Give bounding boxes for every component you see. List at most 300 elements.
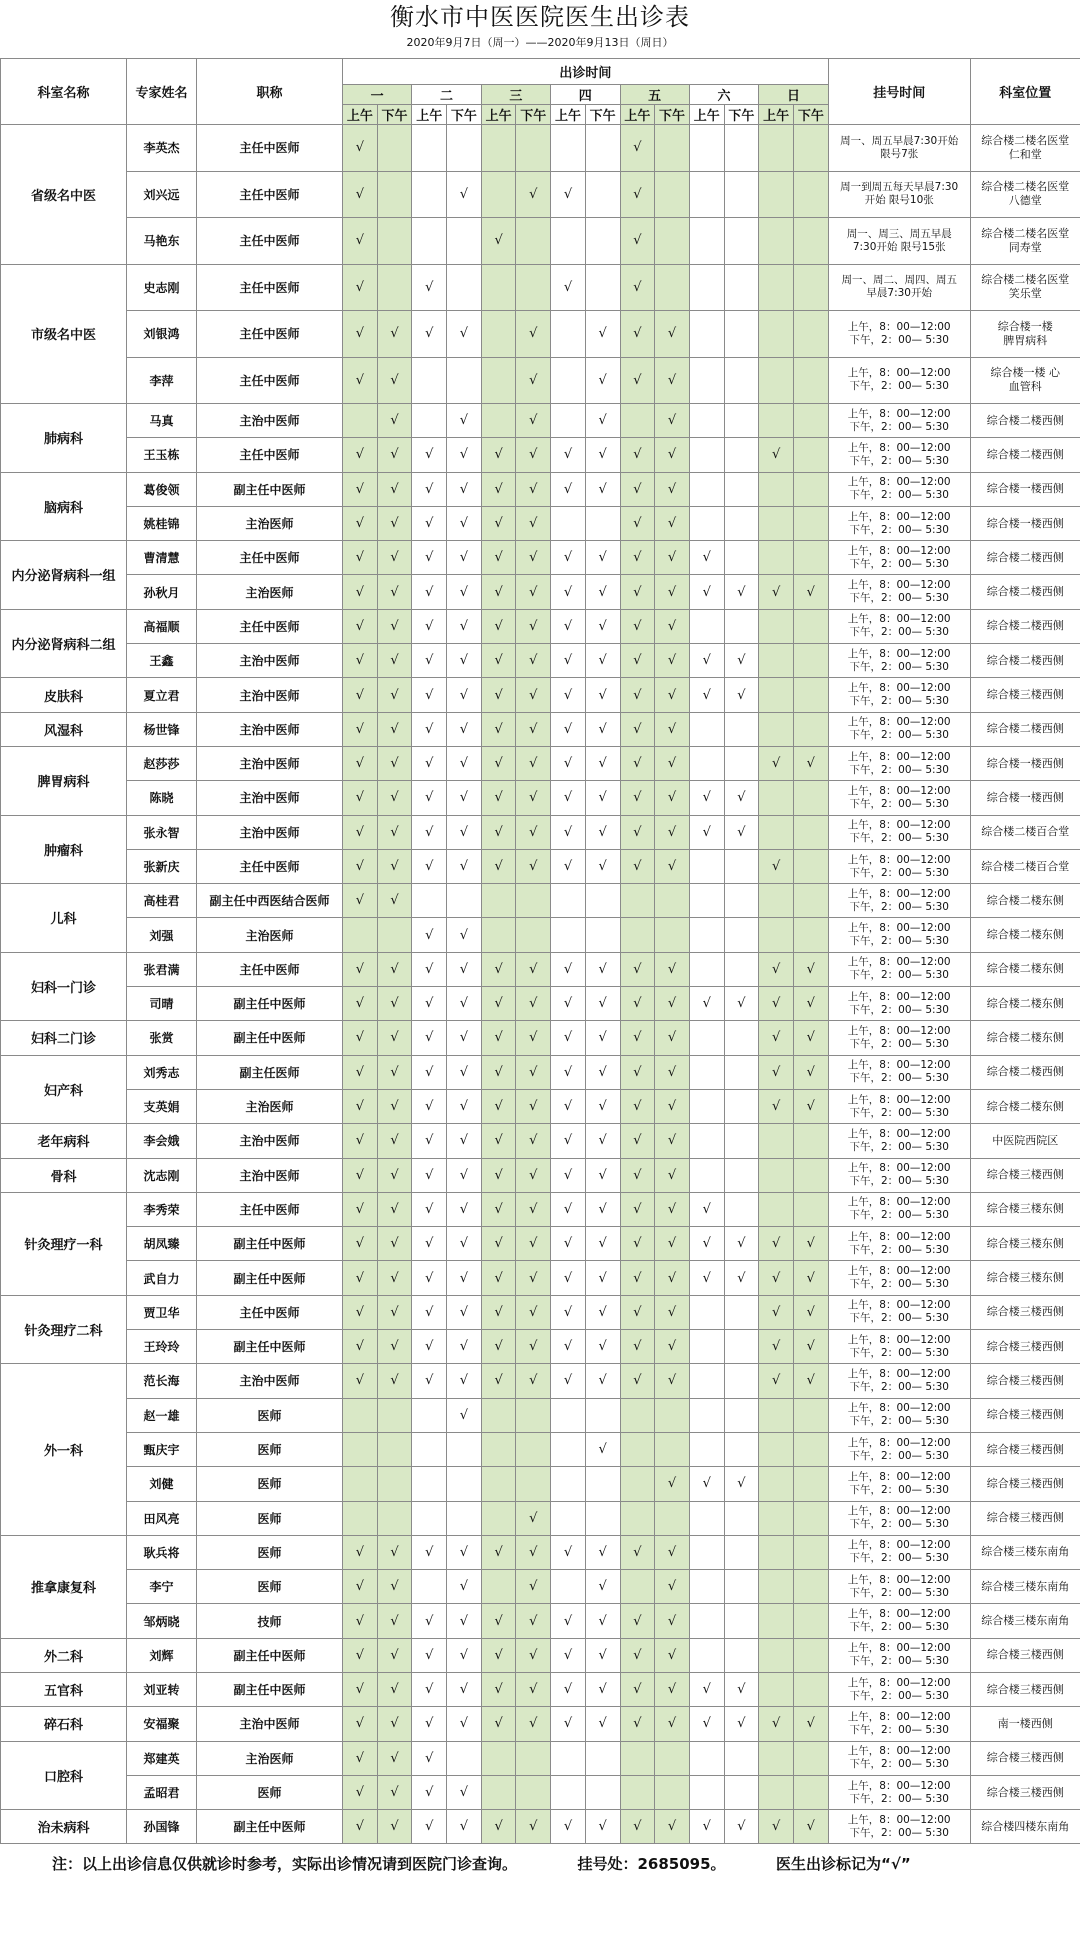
table-row	[1, 1467, 1080, 1501]
schedule-slot: √	[724, 815, 759, 849]
schedule-slot: √	[759, 438, 794, 472]
schedule-slot: √	[481, 1089, 516, 1123]
schedule-slot: √	[620, 218, 655, 265]
footer-note	[0, 1844, 1080, 1884]
dept-name: 骨科	[1, 1158, 127, 1192]
schedule-slot: √	[412, 264, 447, 311]
schedule-slot: √	[655, 1158, 690, 1192]
schedule-slot	[620, 1432, 655, 1466]
schedule-slot: √	[377, 1604, 412, 1638]
schedule-slot: √	[689, 1467, 724, 1501]
schedule-slot: √	[551, 712, 586, 746]
schedule-slot: √	[343, 678, 378, 712]
schedule-slot: √	[447, 1604, 482, 1638]
registration-time: 上午，8：00—12:00 下午，2：00— 5:30	[828, 506, 970, 540]
schedule-slot	[516, 1775, 551, 1809]
schedule-slot: √	[377, 712, 412, 746]
schedule-slot: √	[689, 644, 724, 678]
schedule-slot	[585, 125, 620, 172]
schedule-slot: √	[620, 1707, 655, 1741]
header-day: 三	[481, 85, 550, 105]
table-row	[1, 1810, 1080, 1844]
schedule-slot: √	[551, 952, 586, 986]
table-row	[1, 884, 1080, 918]
registration-time: 上午，8：00—12:00 下午，2：00— 5:30	[828, 472, 970, 506]
dept-location: 南一楼西侧	[970, 1707, 1080, 1741]
doctor-title: 主任中医师	[197, 125, 343, 172]
schedule-slot	[585, 1775, 620, 1809]
doctor-name: 司晴	[127, 987, 197, 1021]
schedule-slot: √	[377, 1330, 412, 1364]
schedule-slot: √	[620, 609, 655, 643]
schedule-slot: √	[412, 712, 447, 746]
schedule-slot	[724, 1364, 759, 1398]
doctor-title: 副主任医师	[197, 1055, 343, 1089]
schedule-slot: √	[447, 1295, 482, 1329]
schedule-slot: √	[412, 781, 447, 815]
schedule-slot: √	[481, 1261, 516, 1295]
schedule-slot: √	[343, 987, 378, 1021]
registration-time: 上午，8：00—12:00 下午，2：00— 5:30	[828, 609, 970, 643]
dept-location: 综合楼二楼西侧	[970, 541, 1080, 575]
doctor-title: 主任中医师	[197, 609, 343, 643]
dept-location: 综合楼二楼名医堂 仁和堂	[970, 125, 1080, 172]
schedule-slot: √	[412, 1295, 447, 1329]
schedule-slot: √	[412, 506, 447, 540]
schedule-slot: √	[724, 1261, 759, 1295]
registration-time: 上午，8：00—12:00 下午，2：00— 5:30	[828, 541, 970, 575]
schedule-slot: √	[551, 815, 586, 849]
schedule-slot: √	[377, 472, 412, 506]
schedule-slot: √	[585, 1227, 620, 1261]
schedule-slot: √	[377, 1638, 412, 1672]
schedule-slot	[377, 1398, 412, 1432]
schedule-slot: √	[516, 678, 551, 712]
schedule-slot: √	[447, 678, 482, 712]
doctor-name: 刘兴远	[127, 171, 197, 218]
schedule-slot: √	[551, 1535, 586, 1569]
header-day: 一	[343, 85, 412, 105]
schedule-slot: √	[481, 1055, 516, 1089]
schedule-slot: √	[689, 1227, 724, 1261]
schedule-slot: √	[655, 1535, 690, 1569]
schedule-slot: √	[343, 218, 378, 265]
schedule-slot: √	[620, 1261, 655, 1295]
table-row	[1, 1124, 1080, 1158]
table-row	[1, 1707, 1080, 1741]
schedule-slot: √	[481, 1295, 516, 1329]
schedule-slot: √	[516, 1535, 551, 1569]
schedule-slot: √	[447, 1192, 482, 1226]
table-row	[1, 311, 1080, 358]
schedule-slot: √	[655, 311, 690, 358]
schedule-slot	[759, 218, 794, 265]
table-row	[1, 438, 1080, 472]
schedule-slot: √	[759, 1810, 794, 1844]
schedule-slot: √	[551, 1089, 586, 1123]
schedule-slot	[793, 678, 828, 712]
registration-time: 上午，8：00—12:00 下午，2：00— 5:30	[828, 1089, 970, 1123]
schedule-slot: √	[655, 952, 690, 986]
schedule-slot: √	[516, 1089, 551, 1123]
schedule-slot	[447, 218, 482, 265]
schedule-slot: √	[412, 918, 447, 952]
schedule-slot: √	[447, 1398, 482, 1432]
schedule-slot	[759, 1467, 794, 1501]
doctor-name: 夏立君	[127, 678, 197, 712]
dept-location: 综合楼一楼西侧	[970, 472, 1080, 506]
doctor-name: 孙秋月	[127, 575, 197, 609]
schedule-slot	[447, 884, 482, 918]
doctor-title: 医师	[197, 1501, 343, 1535]
schedule-slot: √	[724, 987, 759, 1021]
schedule-slot	[516, 1467, 551, 1501]
doctor-name: 沈志刚	[127, 1158, 197, 1192]
doctor-title: 副主任中医师	[197, 1810, 343, 1844]
schedule-slot	[689, 1055, 724, 1089]
schedule-slot: √	[447, 609, 482, 643]
schedule-slot	[412, 1398, 447, 1432]
doctor-title: 主治医师	[197, 1089, 343, 1123]
schedule-slot	[447, 1467, 482, 1501]
table-row	[1, 678, 1080, 712]
schedule-slot	[516, 1398, 551, 1432]
schedule-slot: √	[689, 541, 724, 575]
dept-name: 皮肤科	[1, 678, 127, 712]
schedule-slot	[481, 264, 516, 311]
doctor-title: 主治中医师	[197, 1364, 343, 1398]
schedule-slot: √	[759, 952, 794, 986]
schedule-slot: √	[343, 1570, 378, 1604]
dept-location: 综合楼四楼东南角	[970, 1810, 1080, 1844]
schedule-slot: √	[620, 1227, 655, 1261]
registration-time: 上午，8：00—12:00 下午，2：00— 5:30	[828, 1570, 970, 1604]
doctor-title: 医师	[197, 1775, 343, 1809]
doctor-title: 医师	[197, 1432, 343, 1466]
registration-time: 上午，8：00—12:00 下午，2：00— 5:30	[828, 815, 970, 849]
doctor-name: 孟昭君	[127, 1775, 197, 1809]
schedule-slot: √	[759, 1021, 794, 1055]
dept-location: 综合楼三楼西侧	[970, 1432, 1080, 1466]
schedule-slot	[759, 1741, 794, 1775]
registration-time: 上午，8：00—12:00 下午，2：00— 5:30	[828, 952, 970, 986]
schedule-slot: √	[447, 1158, 482, 1192]
footer-disclaimer: 注：以上出诊信息仅供就诊时参考，实际出诊情况请到医院门诊查询。	[52, 1855, 518, 1874]
schedule-slot: √	[481, 1330, 516, 1364]
schedule-slot: √	[516, 712, 551, 746]
registration-time: 上午，8：00—12:00 下午，2：00— 5:30	[828, 1467, 970, 1501]
doctor-name: 支英娟	[127, 1089, 197, 1123]
schedule-slot: √	[343, 746, 378, 780]
schedule-slot: √	[516, 1192, 551, 1226]
schedule-slot: √	[412, 1021, 447, 1055]
schedule-slot: √	[343, 171, 378, 218]
header-time: 出诊时间	[343, 59, 829, 85]
schedule-slot: √	[655, 1810, 690, 1844]
registration-time: 上午，8：00—12:00 下午，2：00— 5:30	[828, 1672, 970, 1706]
schedule-slot: √	[412, 678, 447, 712]
schedule-slot: √	[516, 815, 551, 849]
schedule-slot: √	[447, 1021, 482, 1055]
schedule-slot: √	[689, 1707, 724, 1741]
doctor-name: 刘秀志	[127, 1055, 197, 1089]
schedule-slot	[551, 506, 586, 540]
page-title: 衡水市中医医院医生出诊表	[390, 3, 690, 31]
doctor-title: 副主任中医师	[197, 987, 343, 1021]
doctor-title: 副主任中医师	[197, 1021, 343, 1055]
schedule-slot: √	[516, 1604, 551, 1638]
schedule-slot	[689, 1330, 724, 1364]
schedule-slot: √	[447, 918, 482, 952]
schedule-slot	[620, 918, 655, 952]
doctor-name: 高桂君	[127, 884, 197, 918]
schedule-slot: √	[377, 311, 412, 358]
schedule-slot: √	[412, 609, 447, 643]
schedule-slot	[620, 1467, 655, 1501]
schedule-slot	[793, 1467, 828, 1501]
schedule-slot	[759, 1672, 794, 1706]
schedule-slot: √	[585, 1604, 620, 1638]
schedule-slot: √	[620, 541, 655, 575]
schedule-slot	[551, 1501, 586, 1535]
doctor-name: 李秀荣	[127, 1192, 197, 1226]
schedule-slot: √	[516, 1261, 551, 1295]
schedule-slot: √	[655, 1638, 690, 1672]
schedule-slot: √	[377, 781, 412, 815]
schedule-slot	[793, 1604, 828, 1638]
table-row	[1, 1501, 1080, 1535]
registration-time: 上午，8：00—12:00 下午，2：00— 5:30	[828, 357, 970, 404]
registration-time: 上午，8：00—12:00 下午，2：00— 5:30	[828, 1432, 970, 1466]
schedule-slot	[724, 1741, 759, 1775]
schedule-slot	[412, 171, 447, 218]
schedule-slot: √	[516, 506, 551, 540]
schedule-slot	[759, 472, 794, 506]
schedule-slot: √	[759, 1707, 794, 1741]
dept-location: 综合楼三楼西侧	[970, 1741, 1080, 1775]
schedule-slot: √	[689, 987, 724, 1021]
schedule-slot	[377, 1432, 412, 1466]
doctor-name: 李萍	[127, 357, 197, 404]
registration-time: 上午，8：00—12:00 下午，2：00— 5:30	[828, 1295, 970, 1329]
dept-location: 综合楼三楼西侧	[970, 1501, 1080, 1535]
schedule-slot: √	[481, 1021, 516, 1055]
schedule-slot	[481, 1741, 516, 1775]
registration-time: 上午，8：00—12:00 下午，2：00— 5:30	[828, 1261, 970, 1295]
schedule-slot: √	[655, 1604, 690, 1638]
schedule-slot: √	[377, 1741, 412, 1775]
schedule-slot	[759, 1192, 794, 1226]
schedule-slot	[689, 404, 724, 438]
schedule-slot: √	[447, 506, 482, 540]
schedule-slot: √	[655, 1021, 690, 1055]
schedule-slot	[655, 1775, 690, 1809]
header-am: 上午	[343, 105, 378, 125]
doctor-title: 主任中医师	[197, 1295, 343, 1329]
schedule-slot: √	[412, 438, 447, 472]
dept-name: 风湿科	[1, 712, 127, 746]
schedule-slot: √	[412, 311, 447, 358]
header-pm: 下午	[655, 105, 690, 125]
schedule-slot	[793, 506, 828, 540]
schedule-slot	[689, 952, 724, 986]
header-day: 日	[759, 85, 828, 105]
schedule-slot: √	[412, 1775, 447, 1809]
schedule-slot: √	[377, 1021, 412, 1055]
schedule-slot: √	[377, 1261, 412, 1295]
dept-name: 市级名中医	[1, 264, 127, 404]
doctor-title: 主治中医师	[197, 1158, 343, 1192]
schedule-slot	[481, 125, 516, 172]
header-am: 上午	[412, 105, 447, 125]
schedule-slot: √	[620, 1604, 655, 1638]
schedule-slot	[377, 264, 412, 311]
schedule-slot: √	[343, 125, 378, 172]
doctor-name: 孙国锋	[127, 1810, 197, 1844]
registration-time: 上午，8：00—12:00 下午，2：00— 5:30	[828, 1124, 970, 1158]
schedule-slot	[377, 125, 412, 172]
registration-time: 上午，8：00—12:00 下午，2：00— 5:30	[828, 884, 970, 918]
table-row	[1, 1364, 1080, 1398]
schedule-slot: √	[551, 781, 586, 815]
table-row	[1, 1775, 1080, 1809]
schedule-slot	[447, 1501, 482, 1535]
schedule-slot	[689, 918, 724, 952]
doctor-name: 刘银鸿	[127, 311, 197, 358]
schedule-slot: √	[412, 644, 447, 678]
schedule-slot	[689, 1741, 724, 1775]
doctor-title: 医师	[197, 1535, 343, 1569]
schedule-slot: √	[516, 644, 551, 678]
schedule-slot	[481, 404, 516, 438]
table-row	[1, 1261, 1080, 1295]
schedule-slot: √	[516, 1330, 551, 1364]
dept-location: 综合楼三楼西侧	[970, 1364, 1080, 1398]
dept-name: 妇科二门诊	[1, 1021, 127, 1055]
schedule-slot: √	[516, 1021, 551, 1055]
schedule-slot: √	[585, 1295, 620, 1329]
schedule-slot: √	[377, 815, 412, 849]
schedule-slot: √	[620, 171, 655, 218]
schedule-slot: √	[412, 1810, 447, 1844]
schedule-slot	[793, 311, 828, 358]
schedule-slot: √	[412, 1364, 447, 1398]
schedule-slot: √	[377, 1295, 412, 1329]
schedule-slot: √	[447, 1227, 482, 1261]
schedule-slot: √	[377, 404, 412, 438]
schedule-slot: √	[377, 1570, 412, 1604]
schedule-slot: √	[655, 541, 690, 575]
schedule-slot	[412, 884, 447, 918]
schedule-slot: √	[377, 1364, 412, 1398]
schedule-slot: √	[620, 1295, 655, 1329]
schedule-slot	[585, 1741, 620, 1775]
dept-location: 综合楼二楼东侧	[970, 1089, 1080, 1123]
dept-location: 综合楼三楼东南角	[970, 1535, 1080, 1569]
registration-time: 上午，8：00—12:00 下午，2：00— 5:30	[828, 849, 970, 883]
schedule-slot: √	[655, 1261, 690, 1295]
registration-time: 上午，8：00—12:00 下午，2：00— 5:30	[828, 575, 970, 609]
schedule-slot: √	[620, 1089, 655, 1123]
schedule-slot	[377, 918, 412, 952]
table-row	[1, 1604, 1080, 1638]
schedule-slot	[481, 1501, 516, 1535]
schedule-slot	[689, 1501, 724, 1535]
schedule-slot: √	[620, 264, 655, 311]
doctor-title: 主任中医师	[197, 438, 343, 472]
schedule-slot	[516, 918, 551, 952]
table-row	[1, 1741, 1080, 1775]
schedule-slot: √	[447, 1810, 482, 1844]
schedule-slot	[551, 884, 586, 918]
schedule-slot	[793, 1672, 828, 1706]
schedule-slot	[793, 1158, 828, 1192]
registration-time: 上午，8：00—12:00 下午，2：00— 5:30	[828, 781, 970, 815]
dept-name: 针灸理疗二科	[1, 1295, 127, 1364]
dept-name: 外一科	[1, 1364, 127, 1535]
schedule-slot	[724, 746, 759, 780]
schedule-slot: √	[481, 1638, 516, 1672]
schedule-slot	[412, 218, 447, 265]
schedule-slot	[793, 1501, 828, 1535]
schedule-slot	[759, 541, 794, 575]
schedule-slot	[724, 1124, 759, 1158]
schedule-slot: √	[585, 746, 620, 780]
schedule-slot: √	[793, 1261, 828, 1295]
schedule-slot: √	[377, 644, 412, 678]
doctor-title: 副主任中医师	[197, 1227, 343, 1261]
schedule-slot: √	[516, 987, 551, 1021]
schedule-slot	[724, 404, 759, 438]
table-row	[1, 712, 1080, 746]
registration-time: 上午，8：00—12:00 下午，2：00— 5:30	[828, 746, 970, 780]
doctor-name: 马艳东	[127, 218, 197, 265]
schedule-slot	[759, 918, 794, 952]
schedule-slot	[585, 1501, 620, 1535]
doctor-name: 姚桂锦	[127, 506, 197, 540]
schedule-slot: √	[481, 987, 516, 1021]
dept-location: 综合楼二楼西侧	[970, 712, 1080, 746]
schedule-slot: √	[585, 609, 620, 643]
schedule-slot	[724, 1570, 759, 1604]
schedule-slot: √	[655, 1672, 690, 1706]
schedule-slot: √	[447, 404, 482, 438]
schedule-slot: √	[585, 472, 620, 506]
schedule-slot	[516, 218, 551, 265]
dept-location: 综合楼三楼东侧	[970, 1227, 1080, 1261]
date-range: 2020年9月7日（周一）——2020年9月13日（周日）	[406, 36, 674, 49]
doctor-title: 主治医师	[197, 1741, 343, 1775]
header-day: 四	[551, 85, 620, 105]
doctor-title: 主任中医师	[197, 541, 343, 575]
registration-time: 上午，8：00—12:00 下午，2：00— 5:30	[828, 438, 970, 472]
schedule-slot: √	[551, 264, 586, 311]
schedule-slot	[551, 311, 586, 358]
schedule-slot	[724, 1295, 759, 1329]
doctor-name: 范长海	[127, 1364, 197, 1398]
doctor-name: 张赏	[127, 1021, 197, 1055]
schedule-slot	[724, 357, 759, 404]
schedule-slot: √	[793, 987, 828, 1021]
schedule-slot	[759, 1501, 794, 1535]
schedule-slot: √	[481, 506, 516, 540]
doctor-name: 甄庆宇	[127, 1432, 197, 1466]
schedule-slot	[689, 1124, 724, 1158]
doctor-title: 主任中医师	[197, 218, 343, 265]
schedule-slot: √	[481, 1192, 516, 1226]
schedule-slot	[759, 357, 794, 404]
doctor-name: 王玉栋	[127, 438, 197, 472]
